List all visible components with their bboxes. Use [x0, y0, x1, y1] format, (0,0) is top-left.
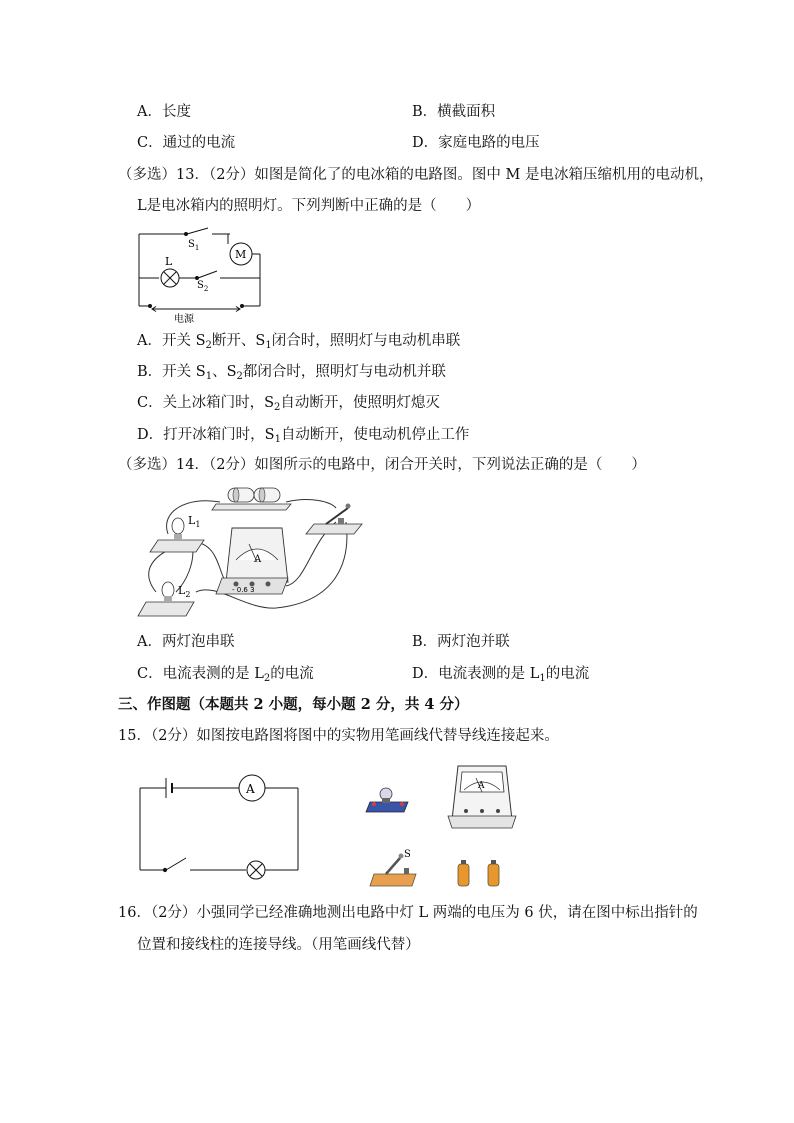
q13-motor-label: M [235, 248, 247, 261]
bulb-l2-icon [138, 582, 194, 616]
q13-option-a: A．开关 $S_2$断开、$S_1$闭合时，照明灯与电动机串联 [137, 333, 461, 351]
q15-stem: 15．（2分）如图按电路图将图中的实物用笔画线代替导线连接起来。 [118, 728, 559, 744]
q14-option-b: B．两灯泡并联 [412, 634, 510, 650]
q12-option-c: C．通过的电流 [137, 135, 236, 151]
q14-option-d: D．电流表测的是 $L_1$的电流 [412, 666, 590, 684]
ammeter-icon [448, 766, 516, 828]
q14-option-a: A．两灯泡串联 [137, 634, 235, 650]
section-heading: 三、作图题（本题共 2 小题，每小题 2 分，共 4 分） [118, 696, 469, 713]
q13-s2-label: $S_2$ [197, 280, 209, 293]
q16-stem-line2: 位置和接线柱的连接导线。（用笔画线代替） [137, 937, 420, 953]
q13-option-b: B．开关 $S_1$、$S_2$都闭合时，照明灯与电动机并联 [137, 364, 446, 382]
q14-ammeter-terminals: - 0.6 3 [232, 586, 255, 594]
battery-icon [212, 488, 291, 510]
q14-option-c: C．电流表测的是 $L_2$的电流 [137, 666, 314, 684]
q15-circuit-diagram [138, 772, 303, 876]
q14-l1-label: $L_1$ [188, 514, 201, 529]
q14-physical-circuit-image [136, 482, 366, 622]
battery-icon [458, 860, 499, 886]
q13-lamp-label: L [165, 255, 173, 268]
q15-switch-label: S [404, 849, 411, 860]
q15-ammeter-symbol-label: A [246, 782, 255, 796]
q13-stem-line2: L是电冰箱内的照明灯。下列判断中正确的是（ ） [137, 198, 481, 214]
q14-ammeter-label: A [254, 554, 262, 565]
q13-stem-line1: （多选）13．（2分）如图是简化了的电冰箱的电路图。图中 M 是电冰箱压缩机用的电动机， [118, 167, 714, 183]
q12-option-b: B．横截面积 [412, 104, 496, 120]
q13-s1-label: $S_1$ [188, 239, 200, 252]
ammeter-icon [216, 528, 288, 594]
q14-l2-label: $L_2$ [178, 584, 191, 599]
q13-circuit-diagram [130, 222, 270, 324]
q13-power-source-label: 电源 [174, 314, 194, 325]
q15-components-image [366, 762, 526, 894]
q12-option-d: D．家庭电路的电压 [412, 135, 540, 151]
q13-option-d: D．打开冰箱门时，$S_1$自动断开，使电动机停止工作 [137, 427, 470, 445]
q16-stem-line1: 16．（2分）小强同学已经准确地测出电路中灯 L 两端的电压为 6 伏，请在图中标出指针的 [118, 905, 698, 921]
q14-stem: （多选）14．（2分）如图所示的电路中，闭合开关时，下列说法正确的是（ ） [118, 457, 646, 473]
q13-option-c: C．关上冰箱门时，$S_2$自动断开，使照明灯熄灭 [137, 395, 440, 413]
bulb-icon [366, 788, 408, 812]
knife-switch-icon [306, 504, 362, 535]
q12-option-a: A．长度 [137, 104, 191, 120]
q15-ammeter-device-label: A [478, 781, 485, 791]
